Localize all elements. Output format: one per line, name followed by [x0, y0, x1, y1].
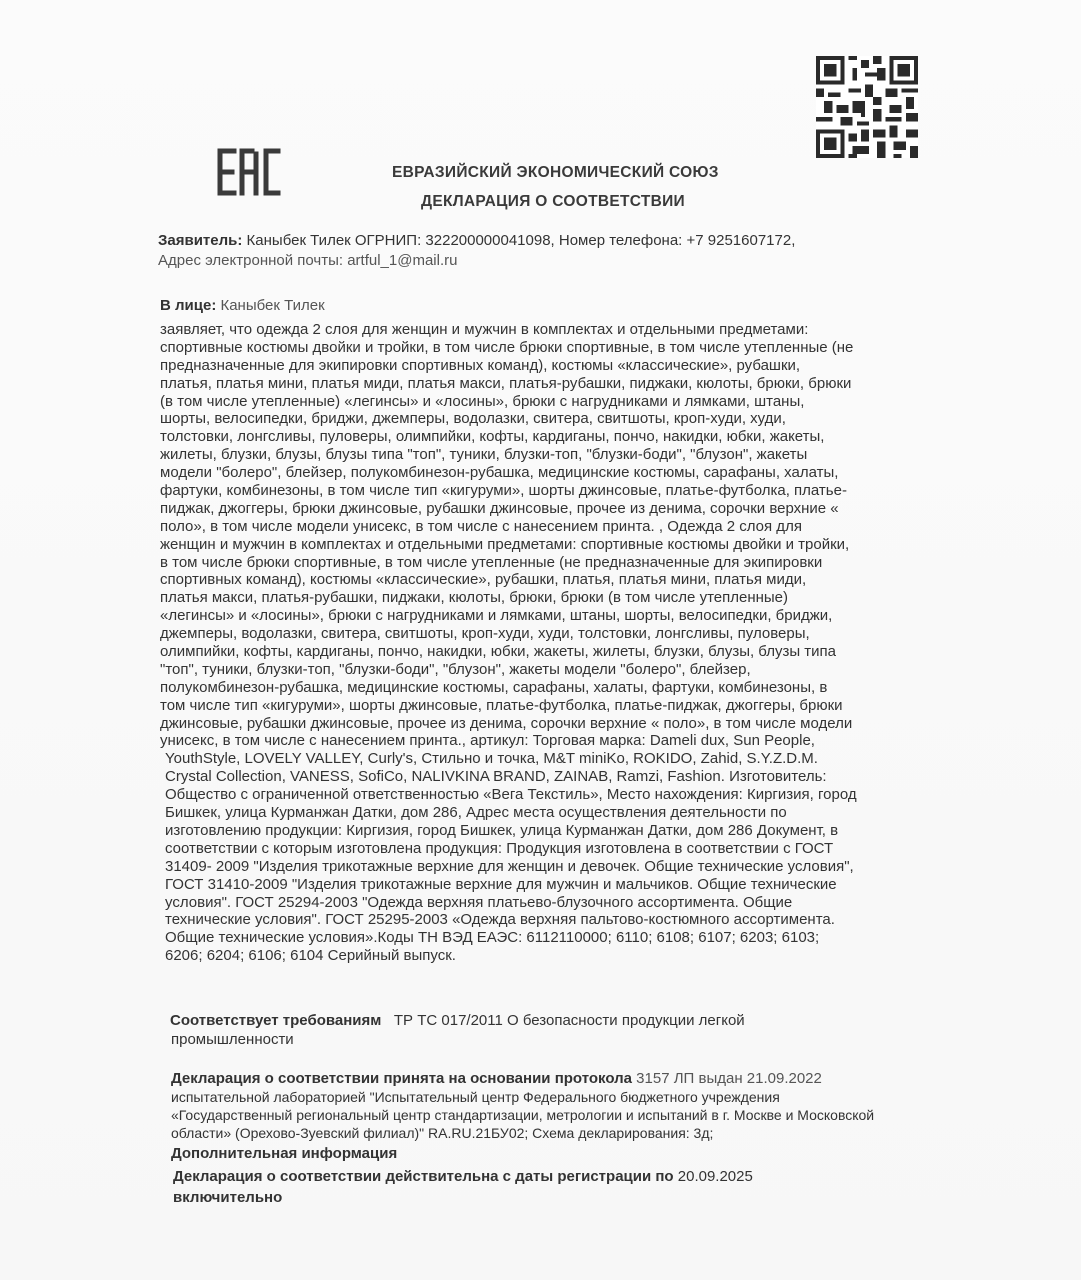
body-line: ГОСТ 31410-2009 "Изделия трикотажные верхние для мужчин и мальчиков. Общие технические: [165, 875, 837, 893]
applicant-line: [158, 232, 795, 250]
basis-line-3: «Государственный региональный центр стандартизации, метрологии и испытаний в г. Москве и Московской: [171, 1107, 875, 1123]
body-line: том числе тип «кигуруми», шорты джинсовые, платье-футболка, платье-пиджак, джоггеры, брюки: [160, 696, 843, 714]
basis-label: Декларация о соответствии принята на основании протокола: [171, 1070, 632, 1087]
body-line: джинсовые, рубашки джинсовые, прочее из денима, сорочки верхние « поло», в том числе модели: [160, 714, 853, 732]
person-label: В лице:: [160, 297, 217, 314]
body-line: Crystal Collection, VANESS, SofiCo, NALIVKINA BRAND, ZAINAB, Ramzi, Fashion. Изготовитель:: [165, 768, 827, 786]
body-line: заявляет, что одежда 2 слоя для женщин и мужчин в комплектах и отдельными предметами:: [160, 321, 809, 338]
union-title: ЕВРАЗИЙСКИЙ ЭКОНОМИЧЕСКИЙ СОЮЗ: [392, 164, 719, 181]
qr-code-icon: [816, 56, 918, 158]
applicant-details: Каныбек Тилек ОГРНИП: 322200000041098, Номер телефона: +7 9251607172,: [242, 232, 796, 249]
validity-date: 20.09.2025: [673, 1168, 753, 1185]
compliance-line-2: промышленности: [171, 1031, 294, 1048]
body-line: фартуки, комбинезоны, в том числе тип «кигуруми», шорты джинсовые, платье-футболка, платье-: [160, 482, 847, 500]
eac-logo: [216, 148, 282, 196]
body-line: изготовлению продукции: Киргизия, город Бишкек, улица Курманжан Датки, дом 286 Документ, в: [165, 821, 839, 839]
body-line: в том числе брюки спортивные, в том числе утепленные (не предназначенные для экипировки: [160, 553, 823, 571]
applicant-label: Заявитель:: [158, 232, 243, 249]
body-line: условия". ГОСТ 25294-2003 "Одежда верхняя платьево-блузочного ассортимента. Общие: [165, 893, 793, 911]
body-line: платья, платья мини, платья миди, платья макси, платья-рубашки, пиджаки, кюлоты, брюки, брюки: [160, 374, 852, 392]
body-line: «легинсы» и «лосины», брюки с нагрудниками и лямками, штаны, шорты, велосипедки, бриджи,: [160, 607, 833, 625]
body-line: спортивных команд), костюмы «классические», рубашки, платья, платья мини, платья миди,: [160, 571, 807, 589]
body-line: спортивные костюмы двойки и тройки, в том числе брюки спортивные, в том числе утепленные (не: [160, 338, 854, 356]
basis-line-2: испытательной лабораторией "Испытательный центр Федерального бюджетного учреждения: [171, 1089, 780, 1105]
body-line: Бишкек, улица Курманжан Датки, дом 286, Адрес места осуществления деятельности по: [165, 804, 787, 822]
additional-info-heading: Дополнительная информация: [171, 1145, 398, 1162]
body-line: толстовки, лонгсливы, пуловеры, олимпийки, кофты, кардиганы, пончо, накидки, юбки, жакеты,: [160, 428, 825, 446]
body-line: (в том числе утепленные) «легинсы» и «лосины», брюки с нагрудниками и лямками, штаны,: [160, 392, 805, 410]
body-line: платья макси, платья-рубашки, пиджаки, кюлоты, брюки, брюки (в том числе утепленные): [160, 589, 789, 607]
validity-line: [173, 1168, 753, 1186]
basis-line-4: области» (Орехово-Зуевский филиал)" RA.RU.21БУ02; Схема декларирования: 3д;: [171, 1125, 714, 1141]
body-line: 31409- 2009 "Изделия трикотажные верхние для женщин и девочек. Общие технические условия",: [165, 857, 854, 875]
body-line: модели "болеро", блейзер, полукомбинезон-рубашка, медицинские костюмы, сарафаны, халаты,: [160, 464, 839, 482]
compliance-label: Соответствует требованиям: [170, 1012, 382, 1029]
person-line: [160, 297, 325, 315]
body-line: шорты, велосипедки, бриджи, джемперы, водолазки, свитера, свитшоты, кроп-худи, худи,: [160, 410, 786, 428]
document-title: ДЕКЛАРАЦИЯ О СООТВЕТСТВИИ: [421, 193, 685, 210]
declaration-body: [160, 321, 920, 965]
body-line: полукомбинезон-рубашка, медицинские костюмы, сарафаны, халаты, фартуки, комбинезоны, в: [160, 678, 828, 696]
body-line: соответствии с которым изготовлена продукция: Продукция изготовлена в соответствии с ГОСТ: [165, 839, 834, 857]
validity-label: Декларация о соответствии действительна с даты регистрации по: [173, 1168, 674, 1185]
body-line: YouthStyle, LOVELY VALLEY, Curly's, Стильно и точка, M&T miniKo, ROKIDO, Zahid, S.Y.Z.D.M.: [165, 750, 818, 768]
validity-line-2: включительно: [173, 1189, 283, 1206]
body-line: технические условия". ГОСТ 25295-2003 «Одежда верхняя пальтово-костюмного ассортимента.: [165, 911, 835, 929]
body-line: пиджак, джоггеры, брюки джинсовые, рубашки джинсовые, прочее из денима, сорочки верхние «: [160, 499, 839, 517]
applicant-email: Адрес электронной почты: artful_1@mail.ru: [158, 252, 458, 269]
body-line: олимпийки, кофты, кардиганы, пончо, накидки, юбки, жакеты, жилеты, блузки, блузы, блузы типа: [160, 643, 837, 661]
basis-line: [171, 1070, 822, 1088]
body-line: предназначенные для экипировки спортивных команд), костюмы «классические», рубашки,: [160, 356, 801, 374]
body-line: Общие технические условия».Коды ТН ВЭД ЕАЭС: 6112110000; 6110; 6108; 6107; 6203; 6103;: [165, 929, 820, 947]
body-line: унисекс, в том числе с нанесением принта., артикул: Торговая марка: Dameli dux, Sun People,: [160, 732, 815, 750]
body-line: джемперы, водолазки, свитера, свитшоты, кроп-худи, худи, толстовки, лонгсливы, пуловеры,: [160, 625, 810, 643]
body-line: поло», в том числе модели унисекс, в том числе с нанесением принта. , Одежда 2 слоя для: [160, 517, 802, 535]
body-line: "топ", туники, блузки-топ, "блузки-боди", "блузон", жакеты модели "болеро", блейзер,: [160, 660, 751, 678]
body-line: 6206; 6204; 6106; 6104 Серийный выпуск.: [165, 947, 456, 965]
body-line: женщин и мужчин в комплектах и отдельными предметами: спортивные костюмы двойки и тройки,: [160, 535, 850, 553]
compliance-line: [170, 1012, 745, 1030]
compliance-standard: ТР ТС 017/2011 О безопасности продукции легкой: [393, 1012, 745, 1029]
basis-protocol: 3157 ЛП выдан 21.09.2022: [632, 1070, 822, 1087]
body-line: Общество с ограниченной ответственностью «Вега Текстиль», Место нахождения: Киргизия, город: [165, 786, 857, 804]
body-line: жилеты, блузки, блузы, блузы типа "топ", туники, блузки-топ, "блузки-боди", "блузон", жакеты: [160, 446, 808, 464]
person-name: Каныбек Тилек: [216, 297, 325, 314]
